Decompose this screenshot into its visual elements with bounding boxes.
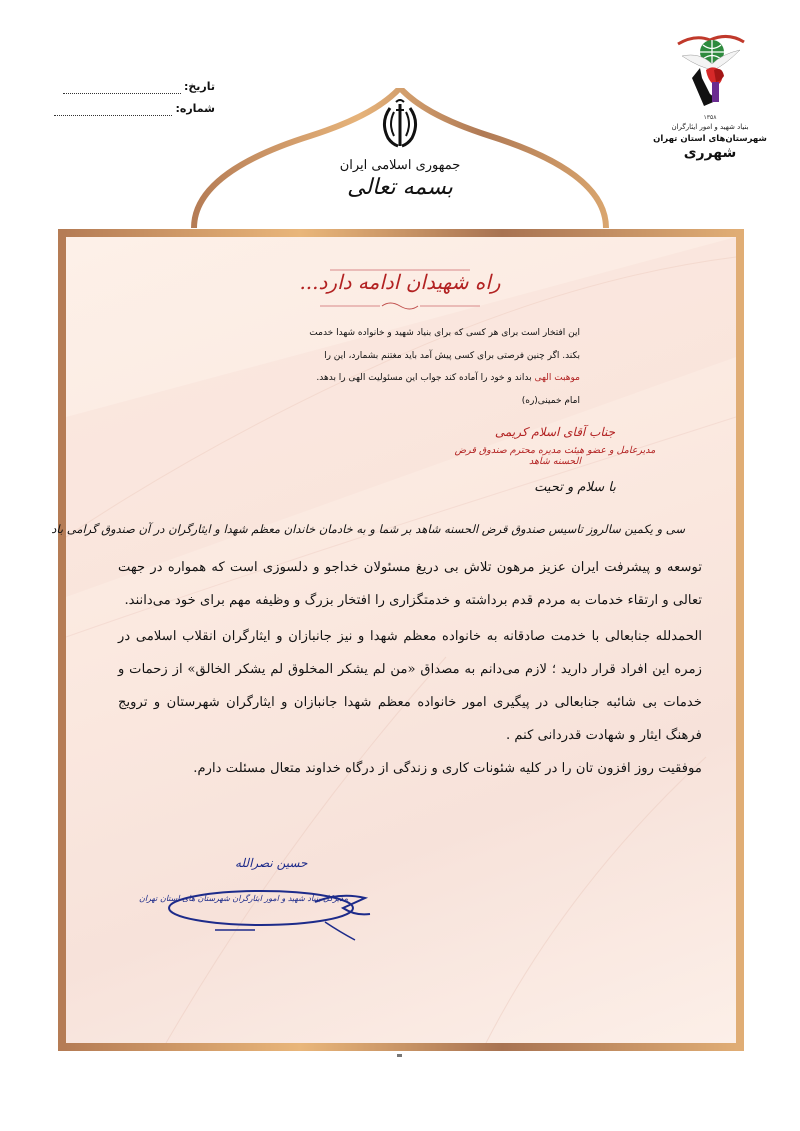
quote-author: امام خمینی(ره)	[521, 395, 580, 406]
motto-ornament-bottom	[320, 300, 480, 312]
country-name: جمهوری اسلامی ایران	[339, 158, 461, 173]
organization-name: بنیاد شهید و امور ایثارگران	[671, 123, 749, 131]
body-paragraph-2: الحمدلله جنابعالی با خدمت صادقانه به خانواده معظم شهدا و نیز جانبازان و ایثارگران انقلاب اسلامی در زمره این افراد قرار دارید ؛ لازم می‌دانم به مصداق «من لم یشکر المخلوق لم یشکر الخالق» از زحمات و خدمات بی شائبه جنابعالی در پیگیری امور خانواده معظم شهدا جانبازان و ایثارگران شهرستان و ترویج فرهنگ ایثار و شهادت قدردانی کنم .	[118, 629, 702, 743]
page-footer-mark	[397, 1054, 402, 1057]
quote-line	[260, 367, 580, 390]
recipient-name: جناب آقای اسلام کریمی	[494, 425, 616, 439]
recipient-block	[440, 425, 670, 467]
date-dotted-line	[63, 81, 181, 94]
body-paragraph-1: توسعه و پیشرفت ایران عزیز مرهون تلاش بی دریغ مسئولان خداجو و دلسوزی است که همواره در جهت تعالی و ارتقاء خدمات به مردم قدم برداشته و خدمتگزاری را افتخار بزرگ و وظیفه مهم برای خود می‌دانند.	[118, 560, 702, 608]
khomeini-quote	[260, 322, 580, 412]
number-dotted-line	[54, 103, 172, 116]
motto-title: راه شهیدان ادامه دارد...	[299, 270, 501, 294]
number-label: شماره:	[175, 102, 215, 115]
body-paragraph-3: موفقیت روز افزون تان را در کلیه شئونات کاری و زندگی از درگاه خداوند متعال مسئلت دارم.	[193, 761, 702, 776]
greeting: با سلام و تحیت	[534, 480, 616, 495]
quote-line: بکند. اگر چنین فرصتی برای کسی پیش آمد باید مغتنم بشمارد، این را	[324, 350, 580, 361]
signature-block	[138, 852, 415, 947]
anniversary-headline: سی و یکمین سالروز تاسیس صندوق قرض الحسنه شاهد بر شما و به خادمان خاندان معظم شهدا و ایثارگران در آن صندوق گرامی باد	[51, 522, 685, 536]
organization-block	[645, 30, 775, 161]
signatory-name: حسین نصرالله	[235, 856, 308, 870]
bismillah: بسمه تعالی	[347, 175, 453, 200]
emblem-block	[330, 98, 470, 200]
quote-line-rest: بداند و خود را آماده کند جواب این مسئولیت الهی را بدهد.	[316, 373, 535, 383]
date-label: تاریخ:	[183, 80, 215, 93]
foundation-logo-icon	[670, 30, 750, 110]
quote-highlight: موهبت الهی	[534, 373, 580, 383]
organization-region: شهرستان‌های استان تهران	[653, 134, 767, 144]
organization-city: شهرری	[683, 145, 737, 161]
logo-year: ۱۳۵۸	[703, 114, 717, 121]
signatory-title: مدیرکل بنیاد شهید و امور ایثارگران شهرستان های استان تهران	[138, 894, 348, 903]
iran-emblem-icon	[378, 98, 422, 154]
letter-body	[118, 551, 702, 785]
recipient-position: مدیرعامل و عضو هیئت مدیره محترم صندوق قرض الحسنه شاهد	[454, 445, 656, 467]
quote-line: این افتخار است برای هر کسی که برای بنیاد شهید و خانواده شهدا خدمت	[309, 328, 580, 338]
